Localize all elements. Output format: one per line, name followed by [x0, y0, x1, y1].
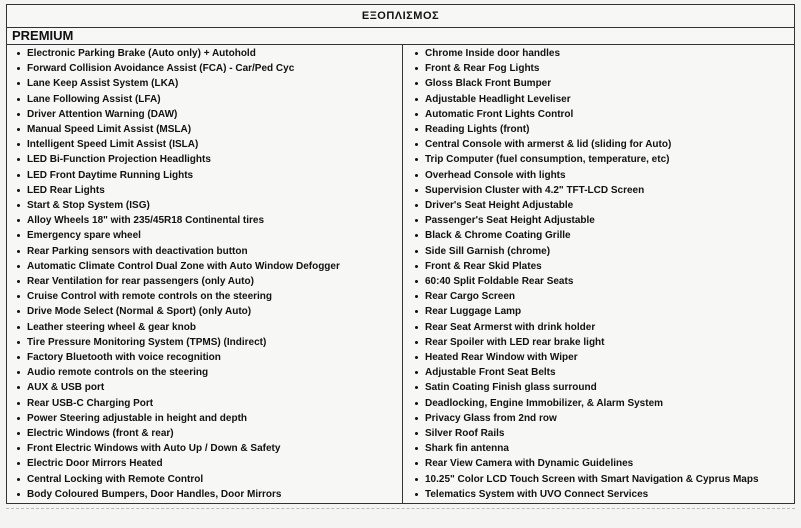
equipment-item: Body Coloured Bumpers, Door Handles, Door Mirrors [17, 487, 398, 502]
equipment-item: Driver Attention Warning (DAW) [17, 107, 398, 122]
equipment-item: Passenger's Seat Height Adjustable [415, 213, 790, 228]
equipment-sheet [6, 4, 795, 504]
equipment-columns [7, 45, 794, 503]
equipment-item: Rear USB-C Charging Port [17, 396, 398, 411]
page-divider [6, 508, 795, 509]
equipment-item: Audio remote controls on the steering [17, 365, 398, 380]
equipment-item: Tire Pressure Monitoring System (TPMS) (Indirect) [17, 335, 398, 350]
equipment-item: Electric Windows (front & rear) [17, 426, 398, 441]
equipment-item: Alloy Wheels 18" with 235/45R18 Continental tires [17, 213, 398, 228]
equipment-item: AUX & USB port [17, 380, 398, 395]
equipment-item: Adjustable Front Seat Belts [415, 365, 790, 380]
equipment-item: Gloss Black Front Bumper [415, 76, 790, 91]
equipment-item: Cruise Control with remote controls on the steering [17, 289, 398, 304]
equipment-item: 10.25" Color LCD Touch Screen with Smart Navigation & Cyprus Maps [415, 472, 790, 487]
equipment-item: Forward Collision Avoidance Assist (FCA) - Car/Ped Cyc [17, 61, 398, 76]
trim-title: PREMIUM [7, 28, 794, 45]
equipment-item: Trip Computer (fuel consumption, temperature, etc) [415, 152, 790, 167]
equipment-item: 60:40 Split Foldable Rear Seats [415, 274, 790, 289]
equipment-item: Front & Rear Skid Plates [415, 259, 790, 274]
equipment-item: Electronic Parking Brake (Auto only) + Autohold [17, 46, 398, 61]
equipment-item: Factory Bluetooth with voice recognition [17, 350, 398, 365]
equipment-item: Overhead Console with lights [415, 168, 790, 183]
equipment-item: LED Bi-Function Projection Headlights [17, 152, 398, 167]
equipment-item: Leather steering wheel & gear knob [17, 320, 398, 335]
equipment-item: Adjustable Headlight Leveliser [415, 92, 790, 107]
left-equipment-list [17, 46, 398, 502]
equipment-item: Lane Following Assist (LFA) [17, 92, 398, 107]
equipment-item: Satin Coating Finish glass surround [415, 380, 790, 395]
equipment-item: Central Locking with Remote Control [17, 472, 398, 487]
equipment-item: Rear Seat Armerst with drink holder [415, 320, 790, 335]
equipment-item: Shark fin antenna [415, 441, 790, 456]
equipment-item: Rear Parking sensors with deactivation button [17, 244, 398, 259]
equipment-item: Manual Speed Limit Assist (MSLA) [17, 122, 398, 137]
equipment-item: Rear Ventilation for rear passengers (only Auto) [17, 274, 398, 289]
right-equipment-list [415, 46, 790, 502]
equipment-item: Start & Stop System (ISG) [17, 198, 398, 213]
equipment-item: Chrome Inside door handles [415, 46, 790, 61]
equipment-item: LED Front Daytime Running Lights [17, 168, 398, 183]
equipment-item: Front & Rear Fog Lights [415, 61, 790, 76]
equipment-item: Silver Roof Rails [415, 426, 790, 441]
equipment-item: Automatic Climate Control Dual Zone with Auto Window Defogger [17, 259, 398, 274]
equipment-item: LED Rear Lights [17, 183, 398, 198]
right-column [403, 45, 794, 503]
equipment-item: Black & Chrome Coating Grille [415, 228, 790, 243]
equipment-item: Heated Rear Window with Wiper [415, 350, 790, 365]
equipment-item: Emergency spare wheel [17, 228, 398, 243]
equipment-item: Drive Mode Select (Normal & Sport) (only Auto) [17, 304, 398, 319]
equipment-item: Rear Spoiler with LED rear brake light [415, 335, 790, 350]
equipment-item: Reading Lights (front) [415, 122, 790, 137]
equipment-item: Rear Cargo Screen [415, 289, 790, 304]
equipment-item: Intelligent Speed Limit Assist (ISLA) [17, 137, 398, 152]
equipment-item: Lane Keep Assist System (LKA) [17, 76, 398, 91]
equipment-item: Deadlocking, Engine Immobilizer, & Alarm System [415, 396, 790, 411]
equipment-item: Rear Luggage Lamp [415, 304, 790, 319]
equipment-item: Power Steering adjustable in height and depth [17, 411, 398, 426]
header-title: ΕΞΟΠΛΙΣΜΟΣ [361, 10, 440, 22]
equipment-item: Side Sill Garnish (chrome) [415, 244, 790, 259]
equipment-item: Privacy Glass from 2nd row [415, 411, 790, 426]
left-column [7, 45, 403, 503]
equipment-item: Automatic Front Lights Control [415, 107, 790, 122]
equipment-item: Rear View Camera with Dynamic Guidelines [415, 456, 790, 471]
sheet-header [7, 5, 794, 28]
equipment-item: Telematics System with UVO Connect Services [415, 487, 790, 502]
equipment-item: Driver's Seat Height Adjustable [415, 198, 790, 213]
equipment-item: Central Console with armerst & lid (sliding for Auto) [415, 137, 790, 152]
equipment-item: Electric Door Mirrors Heated [17, 456, 398, 471]
equipment-item: Supervision Cluster with 4.2" TFT-LCD Screen [415, 183, 790, 198]
equipment-item: Front Electric Windows with Auto Up / Down & Safety [17, 441, 398, 456]
